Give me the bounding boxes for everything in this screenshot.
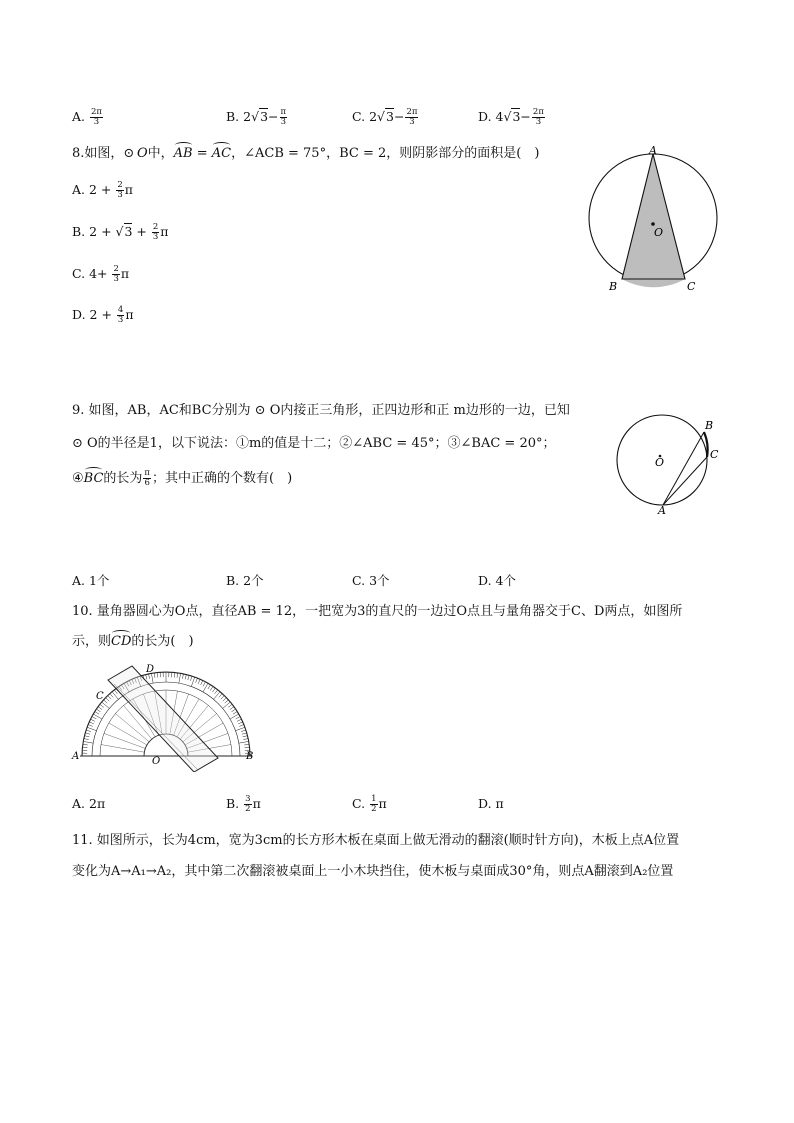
protractor-tick xyxy=(185,674,186,679)
protractor-tick xyxy=(98,707,102,710)
protractor-tick xyxy=(219,694,222,698)
q8-label-o: O xyxy=(654,226,664,239)
protractor-tick xyxy=(177,673,178,678)
protractor-tick xyxy=(92,717,96,719)
protractor-tick xyxy=(231,709,235,712)
protractor-tick xyxy=(230,707,234,710)
q9-figure xyxy=(608,410,728,516)
protractor-tick xyxy=(157,672,158,677)
protractor-tick xyxy=(100,704,104,707)
protractor-tick xyxy=(84,739,89,740)
protractor-tick xyxy=(228,704,232,707)
protractor-tick xyxy=(242,733,247,734)
q10-label-d: D xyxy=(146,664,155,675)
q7-option-d: D. 4√3− $\frac{2\pi}{3}$ xyxy=(478,107,544,127)
q10-label-b: B xyxy=(246,751,254,762)
protractor-tick xyxy=(190,676,192,681)
q10-option-c: C. $\frac{1}{2}$ π xyxy=(352,794,387,814)
q9-chord-ac xyxy=(663,457,707,505)
protractor-tick xyxy=(88,725,93,727)
protractor-tick xyxy=(91,719,95,721)
q9-label-b: B xyxy=(705,419,714,432)
protractor-tick xyxy=(239,741,249,743)
protractor-tick xyxy=(212,688,215,692)
protractor-tick xyxy=(208,685,211,689)
q10-label-c: C xyxy=(96,691,104,702)
q8-label-b: B xyxy=(609,280,618,293)
q8-stem: 8.如图，⊙ O中，AB = AC，∠ACB = 75°，BC = 2，则阴影部分的面积是( ) xyxy=(72,146,540,161)
q8-label-a: A xyxy=(649,144,657,157)
q8-figure xyxy=(583,142,728,294)
arc-cd: CD xyxy=(111,634,132,649)
protractor-tick xyxy=(237,719,241,721)
protractor-tick xyxy=(244,744,249,745)
q7-option-b: B. 2√3− $\frac{\pi}{3}$ xyxy=(226,107,287,127)
protractor-tick xyxy=(245,747,250,748)
q9-option-b: B. 2个 xyxy=(226,573,264,588)
protractor-tick xyxy=(83,744,88,745)
protractor-tick xyxy=(108,696,111,700)
q9-label-c: C xyxy=(710,448,719,461)
protractor-tick xyxy=(110,694,113,698)
protractor-tick xyxy=(89,722,94,724)
q8-shaded-triangle xyxy=(622,154,685,279)
q8-option-d: D. 2 + $\frac{4}{3}$ π xyxy=(72,305,134,325)
q10-stem-line-2: 示，则CD的长为( ) xyxy=(72,634,194,649)
protractor-tick xyxy=(174,672,175,677)
protractor-tick xyxy=(182,674,183,679)
protractor-tick xyxy=(85,733,90,734)
protractor-tick xyxy=(221,696,224,700)
protractor-tick xyxy=(86,730,91,732)
protractor-tick xyxy=(233,711,237,714)
q9-option-a: A. 1个 xyxy=(72,573,110,588)
protractor-tick xyxy=(146,674,147,679)
protractor-tick xyxy=(243,736,248,737)
q9-option-c: C. 3个 xyxy=(352,573,390,588)
protractor-tick xyxy=(96,709,100,712)
protractor-tick xyxy=(215,690,218,694)
protractor-tick xyxy=(225,700,229,703)
protractor-tick xyxy=(203,682,205,686)
q11-stem-line-1: 11. 如图所示，长为4cm，宽为3cm的长方形木板在桌面上做无滑动的翻滚(顺时针方向)，木板上点A位置 xyxy=(72,833,680,848)
protractor-tick xyxy=(201,681,203,685)
protractor-tick xyxy=(154,673,155,678)
q8-shaded-segment xyxy=(622,279,685,287)
protractor-tick xyxy=(87,727,96,730)
q9-stem-line-2: ⊙ O的半径是1，以下说法：①m的值是十二；②∠ABC = 45°；③∠BAC = 20°； xyxy=(72,436,556,451)
protractor-tick xyxy=(83,741,93,743)
q9-label-a: A xyxy=(658,504,666,516)
q9-chord-ab xyxy=(663,432,704,505)
q9-option-d: D. 4个 xyxy=(478,573,516,588)
q10-option-a: A. 2π xyxy=(72,796,106,811)
arc-ab: AB xyxy=(173,146,193,161)
protractor-tick xyxy=(223,698,227,701)
q7-option-c: C. 2√3− $\frac{2\pi}{3}$ xyxy=(352,107,418,127)
protractor-tick xyxy=(196,678,198,683)
protractor-tick xyxy=(104,700,108,703)
protractor-tick xyxy=(214,692,220,700)
protractor-tick xyxy=(102,702,110,708)
protractor-tick xyxy=(114,690,117,694)
q9-label-o: O xyxy=(655,456,665,469)
protractor-tick xyxy=(239,725,244,727)
protractor-tick xyxy=(179,673,181,683)
q7-option-a: A. $\frac{2\pi}{3}$ xyxy=(72,107,102,127)
q8-label-c: C xyxy=(687,280,696,293)
q10-label-a: A xyxy=(72,751,80,762)
q11-stem-line-2: 变化为A→A₁→A₂，其中第二次翻滚被桌面上一小木块挡住，使木板与桌面成30°角，则点A翻滚到A₂位置 xyxy=(72,864,674,879)
q10-option-d: D. π xyxy=(478,796,504,811)
arc-bc: BC xyxy=(83,471,104,486)
protractor-tick xyxy=(241,730,246,732)
q8-option-a: A. 2 + $\frac{2}{3}$ π xyxy=(72,180,134,200)
protractor-tick xyxy=(82,747,87,748)
protractor-tick xyxy=(112,692,118,700)
protractor-tick xyxy=(243,739,248,740)
protractor-tick xyxy=(106,698,110,701)
protractor-tick xyxy=(238,722,243,724)
protractor-tick xyxy=(223,702,231,708)
q10-stem-line-1: 10. 量角器圆心为O点，直径AB = 12，一把宽为3的直尺的一边过O点且与量角器交于C、D两点，如图所 xyxy=(72,604,683,619)
q10-label-o: O xyxy=(152,756,161,767)
q9-stem-line-3: ④BC的长为 $\frac{\pi}{6}$ ；其中正确的个数有( ) xyxy=(72,468,293,488)
protractor-tick xyxy=(188,675,189,680)
q10-option-b: B. $\frac{3}{2}$ π xyxy=(226,794,261,814)
arc-ac: AC xyxy=(211,146,232,161)
q8-option-b: B. 2 + √3 + $\frac{2}{3}$ π xyxy=(72,222,169,242)
q8-option-c: C. 4+ $\frac{2}{3}$ π xyxy=(72,264,130,284)
protractor-tick xyxy=(236,717,240,719)
q10-figure xyxy=(70,660,260,772)
protractor-tick xyxy=(236,727,245,730)
protractor-tick xyxy=(210,686,213,690)
protractor-tick xyxy=(191,677,194,686)
protractor-tick xyxy=(95,711,99,714)
protractor-tick xyxy=(198,679,200,684)
protractor-tick xyxy=(84,736,89,737)
q9-stem-line-1: 9. 如图，AB，AC和BC分别为 ⊙ O内接正三角形，正四边形和正 m边形的一边，已知 xyxy=(72,403,570,418)
